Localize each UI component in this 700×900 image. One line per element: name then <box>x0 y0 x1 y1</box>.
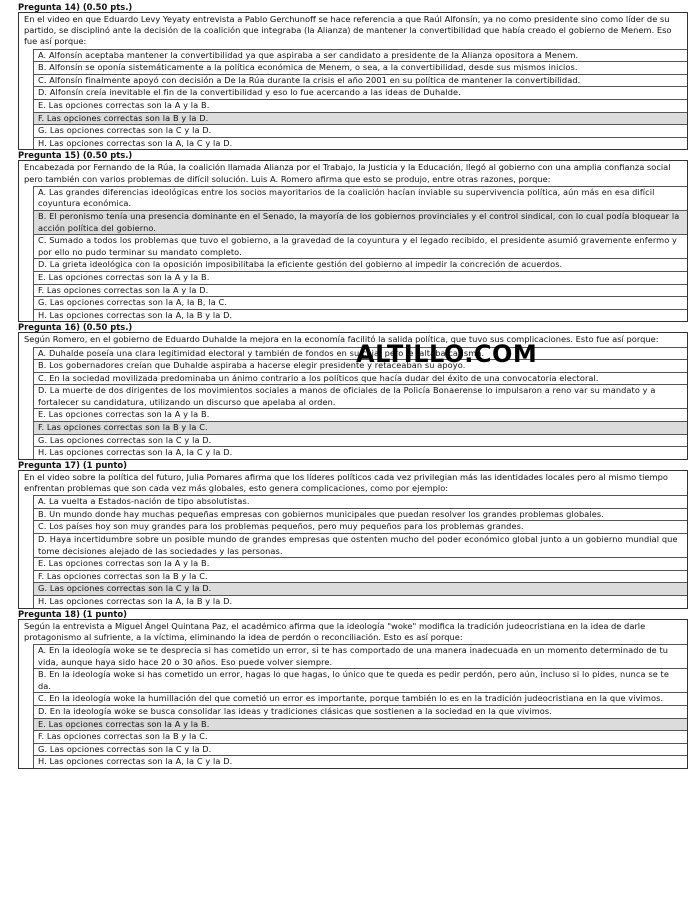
question-18 <box>18 609 688 769</box>
option-f[interactable]: F. Las opciones correctas son la B y la C. <box>33 730 687 743</box>
options-list <box>33 49 687 150</box>
option-f[interactable]: F. Las opciones correctas son la B y la C. <box>33 421 687 434</box>
option-g[interactable]: G. Las opciones correctas son la C y la D. <box>33 743 687 756</box>
option-c[interactable]: C. Sumado a todos los problemas que tuvo el gobierno, a la gravedad de la coyuntura y el legado recibido, el presidente asumió gravemente enfermo y por ello no pudo terminar su mandato completo. <box>33 234 687 258</box>
question-title: Pregunta 17) (1 punto) <box>18 459 127 470</box>
options-list <box>33 495 687 607</box>
option-d[interactable]: D. La grieta ideológica con la oposición imposibilitaba la eficiente gestión del gobierno al impedir la concreción de acuerdos. <box>33 258 687 271</box>
option-b[interactable]: B. El peronismo tenía una presencia dominante en el Senado, la mayoría de los gobiernos provinciales y el control sindical, con lo cual podía bloquear la acción política del gobierno. <box>33 210 687 234</box>
option-b[interactable]: B. Los gobernadores creían que Duhalde aspiraba a hacerse elegir presidente y retaceaban su apoyo. <box>33 359 687 372</box>
option-b[interactable]: B. Un mundo donde hay muchas pequeñas empresas con gobiernos municipales que puedan resolver los grandes problemas globales. <box>33 508 687 521</box>
option-d[interactable]: D. La muerte de dos dirigentes de los movimientos sociales a manos de oficiales de la Policía Bonaerense lo impulsaron a reno var su mandato y a fortalecer su candidatura, utilizando un discurso que apelaba al orden. <box>33 384 687 408</box>
options-list <box>33 186 687 322</box>
option-f[interactable]: F. Las opciones correctas son la B y la D. <box>33 112 687 125</box>
option-d[interactable]: D. Alfonsín creía inevitable el fin de la convertibilidad y eso lo fue acercando a las ideas de Duhalde. <box>33 86 687 99</box>
option-h[interactable]: H. Las opciones correctas son la A, la B y la D. <box>33 309 687 322</box>
question-box <box>18 332 688 460</box>
question-title: Pregunta 15) (0.50 pts.) <box>18 150 133 161</box>
option-a[interactable]: A. Alfonsín aceptaba mantener la convertibilidad ya que aspiraba a ser candidato a presidente de la Alianza opositora a Menem. <box>33 49 687 62</box>
option-e[interactable]: E. Las opciones correctas son la A y la B. <box>33 557 687 570</box>
option-e[interactable]: E. Las opciones correctas son la A y la B. <box>33 99 687 112</box>
question-box <box>18 470 688 609</box>
option-h[interactable]: H. Las opciones correctas son la A, la C y la D. <box>33 446 687 459</box>
option-h[interactable]: H. Las opciones correctas son la A, la C y la D. <box>33 755 687 768</box>
question-stem: En el video sobre la política del futuro, Julia Pomares afirma que los líderes políticos cada vez privilegian más las identidades locales pero al mismo tiempo enfrentan problemas que son cada vez más globales, esto genera complicaciones, como por ejemplo: <box>24 471 668 494</box>
question-title: Pregunta 14) (0.50 pts.) <box>18 2 133 12</box>
option-b[interactable]: B. En la ideología woke si has cometido un error, hagas lo que hagas, lo único que te queda es pedir perdón, pero aún, incluso si lo pides, nunca se te da. <box>33 668 687 692</box>
question-title: Pregunta 18) (1 punto) <box>18 608 127 619</box>
question-14 <box>18 2 688 150</box>
option-d[interactable]: D. Haya incertidumbre sobre un posible mundo de grandes empresas que ostenten mucho del poder económico global junto a un gobierno mundial que tome decisiones alejado de las sociedades y las personas. <box>33 533 687 557</box>
option-d[interactable]: D. En la ideología woke se busca consolidar las ideas y tradiciones clásicas que sostienen a la sociedad en la que vivimos. <box>33 705 687 718</box>
question-17 <box>18 460 688 609</box>
option-a[interactable]: A. Las grandes diferencias ideológicas entre los socios mayoritarios de la coalición hacían inviable su supervivencia política, aún más en esa difícil coyuntura económica. <box>33 186 687 210</box>
option-c[interactable]: C. Alfonsín finalmente apoyó con decisión a De la Rúa durante la crisis el año 2001 en su política de mantener la convertibilidad. <box>33 74 687 87</box>
option-h[interactable]: H. Las opciones correctas son la A, la B y la D. <box>33 595 687 608</box>
options-list <box>33 644 687 768</box>
option-f[interactable]: F. Las opciones correctas son la B y la C. <box>33 570 687 583</box>
option-a[interactable]: A. En la ideología woke se te desprecia si has cometido un error, si te has comportado de una manera inadecuada en un momento determinado de tu vida, aunque haya sido hace 20 o 30 años. Eso puede volver siempre. <box>33 644 687 668</box>
question-16 <box>18 322 688 460</box>
question-stem: Según la entrevista a Miguel Ángel Quintana Paz, el académico afirma que la ideología "woke" modifica la tradición judeocristiana en la idea de darle protagonismo al sufriente, a la víctima, eliminando la idea de perdón o reconciliación. Esto es así porque: <box>24 620 646 642</box>
watermark-text: ALTILLO.COM <box>356 340 538 368</box>
option-f[interactable]: F. Las opciones correctas son la A y la D. <box>33 284 687 297</box>
question-box <box>18 160 688 322</box>
option-g[interactable]: G. Las opciones correctas son la C y la D. <box>33 582 687 595</box>
option-g[interactable]: G. Las opciones correctas son la C y la D. <box>33 124 687 137</box>
option-c[interactable]: C. Los países hoy son muy grandes para los problemas pequeños, pero muy pequeños para los problemas grandes. <box>33 520 687 533</box>
option-e[interactable]: E. Las opciones correctas son la A y la B. <box>33 271 687 284</box>
option-a[interactable]: A. La vuelta a Estados-nación de tipo absolutistas. <box>33 495 687 508</box>
question-stem: Según Romero, en el gobierno de Eduardo Duhalde la mejora en la economía facilitó la salida política, que tuvo sus complicaciones. Esto fue así porque: <box>24 334 659 345</box>
option-a[interactable]: A. Duhalde poseía una clara legitimidad electoral y también de fondos en su caja, pero le faltaba carisma. <box>33 347 687 360</box>
option-g[interactable]: G. Las opciones correctas son la C y la D. <box>33 434 687 447</box>
question-box <box>18 619 688 769</box>
option-c[interactable]: C. En la sociedad movilizada predominaba un ánimo contrario a los políticos que hacía dudar del éxito de una convocatoria electoral. <box>33 372 687 385</box>
option-e[interactable]: E. Las opciones correctas son la A y la B. <box>33 718 687 731</box>
question-15 <box>18 150 688 322</box>
option-b[interactable]: B. Alfonsín se oponía sistemáticamente a la política económica de Menem, o sea, a la convertibilidad, desde sus mismos inicios. <box>33 61 687 74</box>
option-e[interactable]: E. Las opciones correctas son la A y la B. <box>33 408 687 421</box>
question-stem: Encabezada por Fernando de la Rúa, la coalición llamada Alianza por el Trabajo, la Justicia y la Educación, llegó al gobierno con una amplia confianza social pero también con varios problemas de difícil solución. Luis A. Romero afirma que esto se produjo, entre otras razones, porque: <box>24 162 671 184</box>
option-c[interactable]: C. En la ideología woke la humillación del que cometió un error es importante, porque también lo es en la tradición judeocristiana en la que vivimos. <box>33 692 687 705</box>
question-box <box>18 12 688 150</box>
option-h[interactable]: H. Las opciones correctas son la A, la C y la D. <box>33 137 687 150</box>
question-title: Pregunta 16) (0.50 pts.) <box>18 322 133 333</box>
exam-page <box>18 2 688 769</box>
question-stem: En el video en que Eduardo Levy Yeyaty entrevista a Pablo Gerchunoff se hace referencia a que Raúl Alfonsín, ya no como presidente sino como líder de su partido, se disciplinó ante la decisión de la coalición que integraba (la Alianza) de mantener la convertibilidad que había creado el gobierno de Menem. Eso fue así porque: <box>24 14 672 47</box>
option-g[interactable]: G. Las opciones correctas son la A, la B, la C. <box>33 296 687 309</box>
